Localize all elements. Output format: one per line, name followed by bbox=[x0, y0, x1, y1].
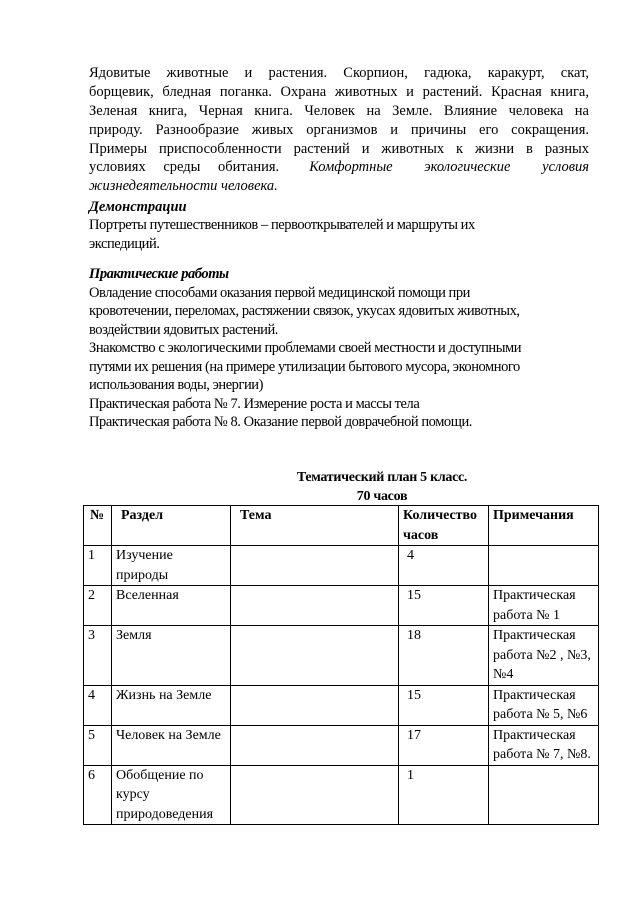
row-section: Изучение природы bbox=[112, 546, 231, 586]
table-row bbox=[84, 586, 599, 626]
row-topic bbox=[231, 546, 399, 586]
row-hours: 18 bbox=[399, 626, 489, 686]
row-topic bbox=[231, 685, 399, 725]
demo-heading: Демонстрации bbox=[89, 199, 187, 215]
row-hours: 4 bbox=[399, 546, 489, 586]
intro-line: природу. Разнообразие живых организмов и причины его сокращения. bbox=[89, 122, 589, 138]
table-header-row bbox=[84, 506, 599, 546]
header-section: Раздел bbox=[112, 506, 231, 546]
practice-line: Знакомство с экологическими проблемами своей местности и доступными bbox=[89, 340, 522, 356]
row-topic bbox=[231, 725, 399, 765]
practice-line: кровотечении, переломах, растяжении связок, укусах ядовитых животных, bbox=[89, 303, 520, 319]
intro-line: Ядовитые животные и растения. Скорпион, гадюка, каракурт, скат, bbox=[89, 65, 589, 81]
row-topic bbox=[231, 586, 399, 626]
row-notes: Практическая работа №2 , №3, №4 bbox=[489, 626, 599, 686]
header-hours: Количество часов bbox=[399, 506, 489, 546]
demo-line: Портреты путешественников – первооткрывателей и маршруты их bbox=[89, 217, 475, 233]
practice-line: воздействии ядовитых растений. bbox=[89, 322, 278, 338]
intro-italic-line: жизнедеятельности человека. bbox=[89, 178, 278, 194]
row-notes bbox=[489, 546, 599, 586]
row-number: 5 bbox=[84, 725, 112, 765]
intro-line: Примеры приспособленности растений и животных к жизни в разных bbox=[89, 141, 589, 157]
row-notes bbox=[489, 765, 599, 825]
intro-line: борщевик, бледная поганка. Охрана животных и растений. Красная книга, bbox=[89, 84, 589, 100]
row-notes: Практическая работа № 1 bbox=[489, 586, 599, 626]
table-row bbox=[84, 685, 599, 725]
row-section: Обобщение по курсу природоведения bbox=[112, 765, 231, 825]
row-topic bbox=[231, 626, 399, 686]
plan-subtitle: 70 часов bbox=[356, 489, 408, 504]
table-row bbox=[84, 725, 599, 765]
table-row bbox=[84, 546, 599, 586]
row-section: Человек на Земле bbox=[112, 725, 231, 765]
practice-line: Практическая работа № 8. Оказание первой доврачебной помощи. bbox=[89, 414, 472, 430]
row-number: 1 bbox=[84, 546, 112, 586]
row-section: Жизнь на Земле bbox=[112, 685, 231, 725]
demo-line: экспедиций. bbox=[89, 236, 160, 252]
header-number: № bbox=[84, 506, 112, 546]
header-notes: Примечания bbox=[489, 506, 599, 546]
row-notes: Практическая работа № 7, №8. bbox=[489, 725, 599, 765]
row-number: 4 bbox=[84, 685, 112, 725]
practice-line: использования воды, энергии) bbox=[89, 377, 263, 393]
row-hours: 1 bbox=[399, 765, 489, 825]
row-topic bbox=[231, 765, 399, 825]
row-hours: 15 bbox=[399, 586, 489, 626]
row-hours: 15 bbox=[399, 685, 489, 725]
intro-line: Зеленая книга, Черная книга. Человек на Земле. Влияние человека на bbox=[89, 103, 589, 119]
row-notes: Практическая работа № 5, №6 bbox=[489, 685, 599, 725]
row-hours: 17 bbox=[399, 725, 489, 765]
header-topic: Тема bbox=[231, 506, 399, 546]
practice-line: путями их решения (на примере утилизации бытового мусора, экономного bbox=[89, 359, 520, 375]
row-number: 2 bbox=[84, 586, 112, 626]
practice-heading: Практические работы bbox=[89, 266, 229, 282]
row-section: Вселенная bbox=[112, 586, 231, 626]
practice-line: Практическая работа № 7. Измерение роста и массы тела bbox=[89, 396, 420, 412]
intro-line-mixed bbox=[89, 158, 589, 177]
table-row bbox=[84, 626, 599, 686]
intro-italic-text: Комфортные экологические условия bbox=[309, 159, 589, 175]
plan-title: Тематический план 5 класс. bbox=[296, 470, 468, 485]
row-number: 3 bbox=[84, 626, 112, 686]
practice-line: Овладение способами оказания первой медицинской помощи при bbox=[89, 285, 470, 301]
intro-plain-text: условиях среды обитания. bbox=[89, 159, 280, 175]
row-number: 6 bbox=[84, 765, 112, 825]
table-row bbox=[84, 765, 599, 825]
thematic-plan-table bbox=[83, 505, 599, 825]
row-section: Земля bbox=[112, 626, 231, 686]
